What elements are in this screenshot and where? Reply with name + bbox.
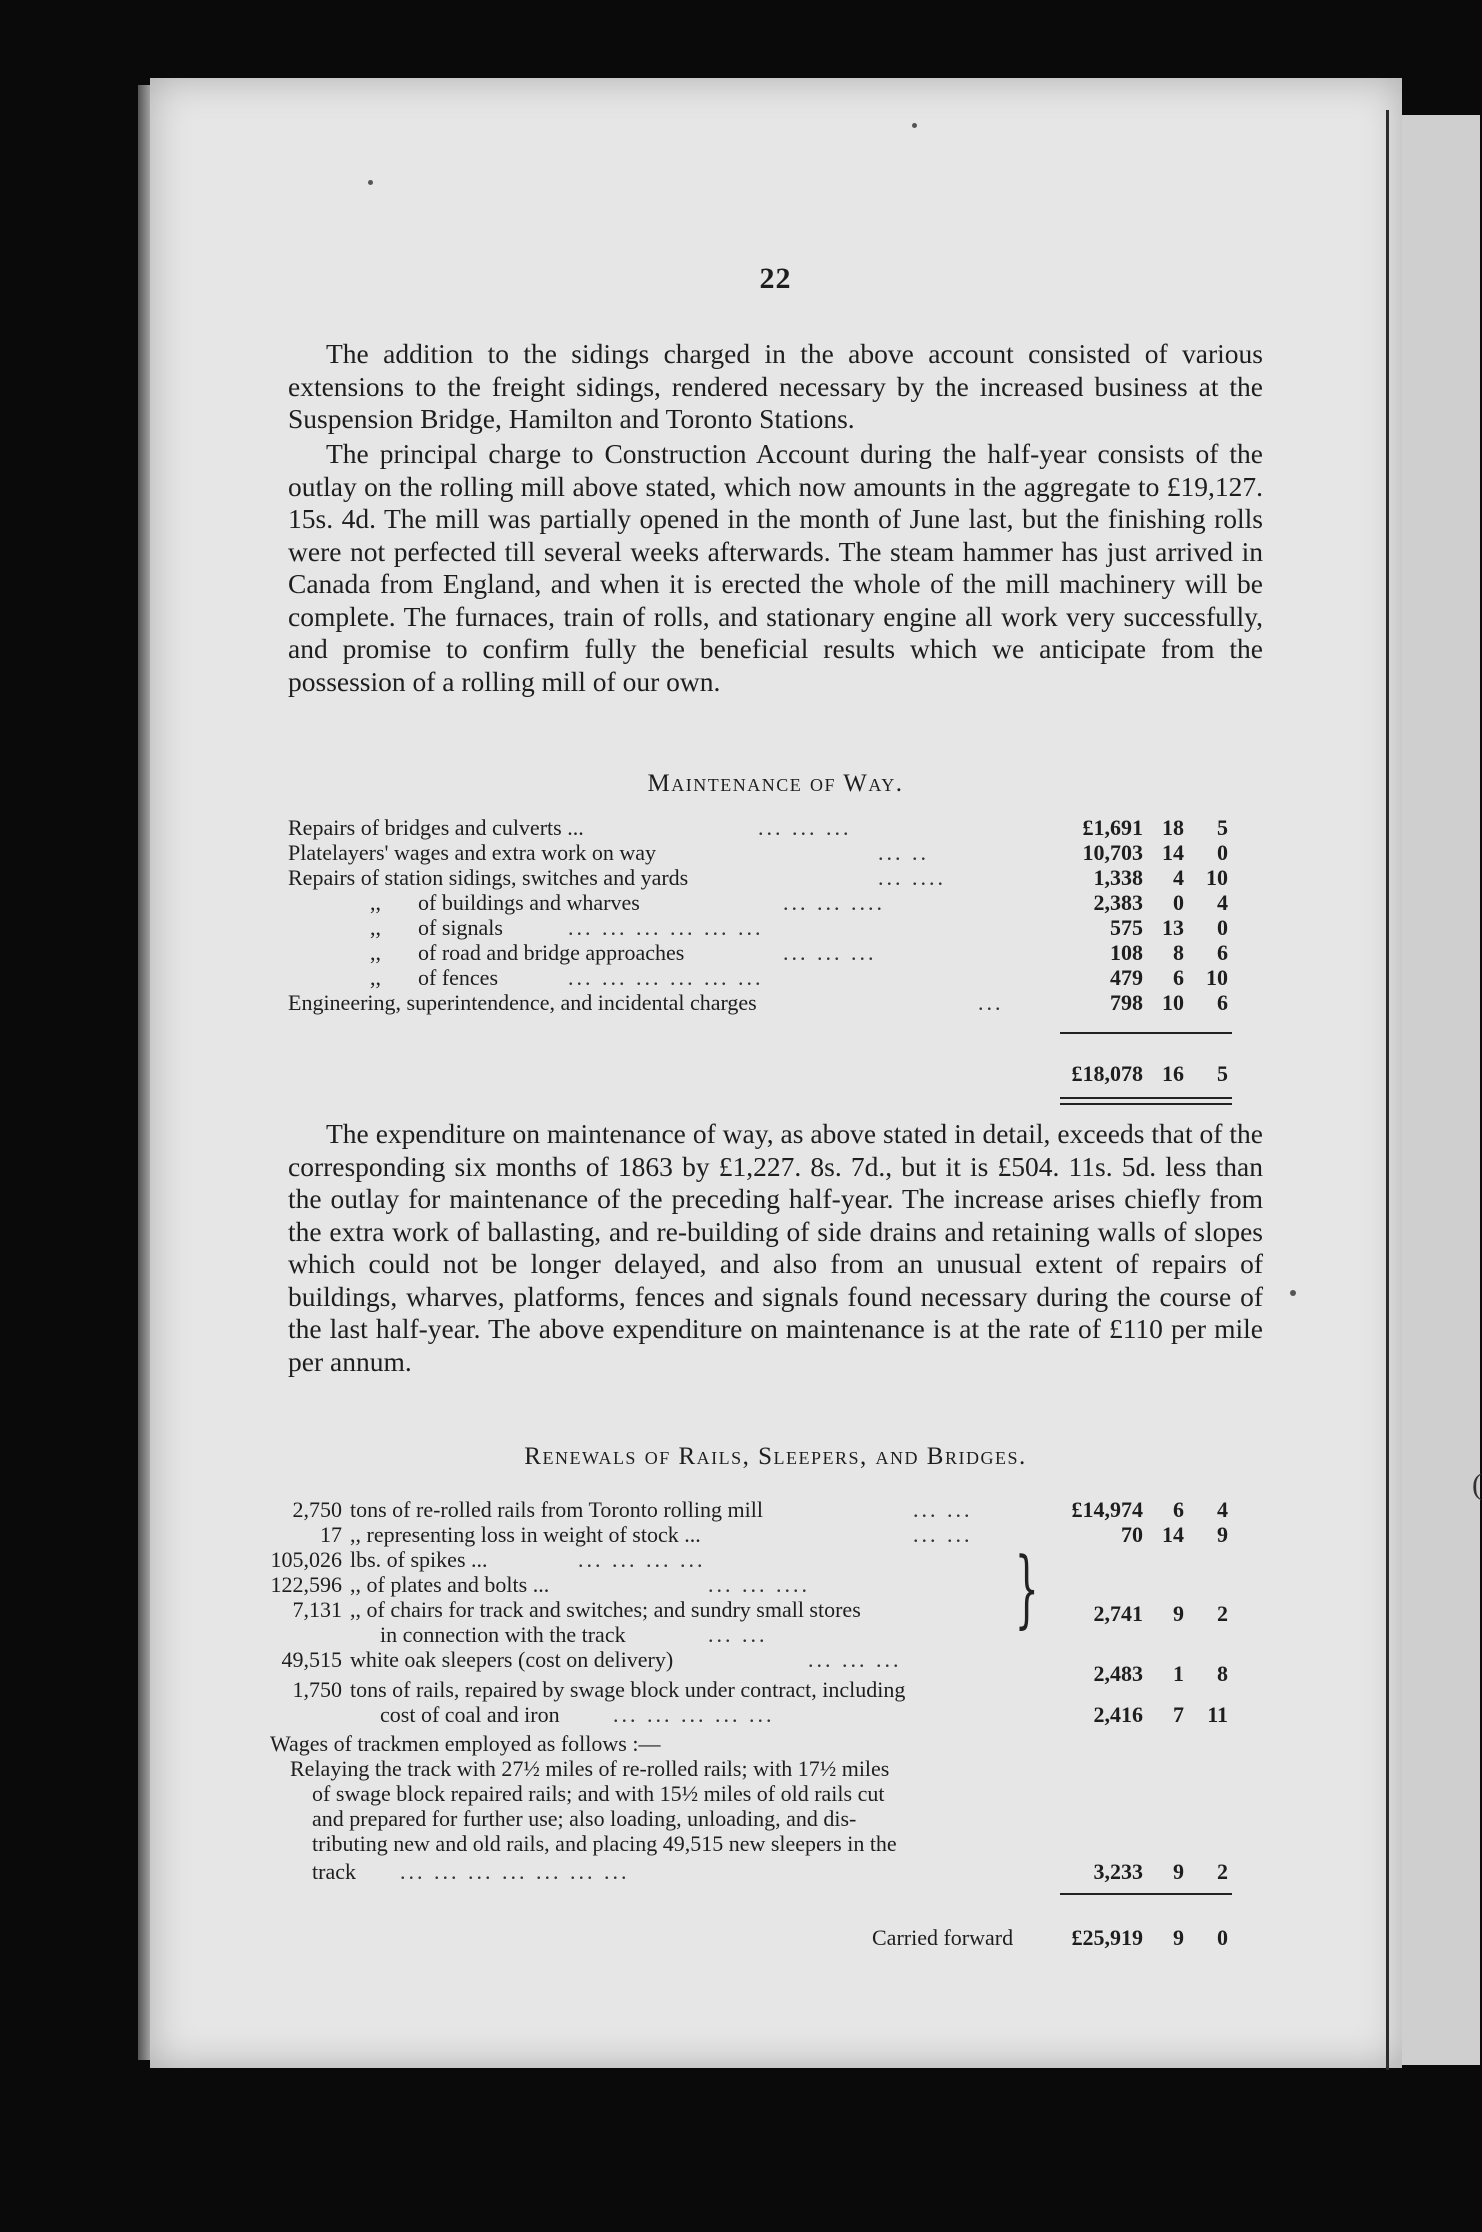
renewals-row	[270, 1572, 1268, 1597]
renewals-row	[288, 1623, 1268, 1647]
row-label: tons of re-rolled rails from Toronto rolling mill	[350, 1497, 763, 1522]
wages-line	[288, 1757, 1268, 1781]
row-label: ,, of plates and bolts ...	[350, 1572, 550, 1597]
amount-pounds: 575	[1110, 915, 1143, 940]
amount-pence: 0	[1217, 1925, 1228, 1950]
leader-dots: ... ... ...	[758, 815, 852, 840]
amount-shillings: 14	[1162, 840, 1184, 865]
amount-pence: 10	[1206, 965, 1228, 990]
amount-pounds: £25,919	[1071, 1925, 1143, 1950]
speck	[912, 123, 917, 128]
amount-pounds: 2,483	[1093, 1661, 1143, 1686]
row-quantity: 17	[320, 1522, 342, 1547]
row-quantity: 122,596	[270, 1572, 342, 1597]
row-label: Repairs of bridges and culverts ...	[288, 815, 584, 840]
row-quantity: 7,131	[292, 1597, 342, 1622]
renewals-row	[288, 1498, 1268, 1522]
maintenance-row	[288, 991, 1268, 1015]
leader-dots: ... ...	[708, 1622, 768, 1647]
wages-text: tributing new and old rails, and placing 49,515 new sleepers in the	[312, 1831, 897, 1856]
row-quantity: 2,750	[292, 1497, 342, 1522]
amount-shillings: 7	[1173, 1702, 1184, 1727]
leader-dots: ... ..	[878, 840, 929, 865]
amount-shillings: 6	[1173, 1497, 1184, 1522]
total-pounds: £18,078	[1071, 1061, 1143, 1086]
leader-dots: ... ...	[913, 1522, 973, 1547]
amount-pence: 0	[1217, 840, 1228, 865]
leader-dots: ... ...	[913, 1497, 973, 1522]
row-label: ,, of chairs for track and switches; and sundry small stores	[350, 1597, 861, 1622]
amount-shillings: 10	[1162, 990, 1184, 1015]
row-label: tons of rails, repaired by swage block under contract, including	[350, 1677, 906, 1702]
leader-dots: ... ... ....	[783, 890, 885, 915]
amount-shillings: 13	[1162, 915, 1184, 940]
amount-shillings: 6	[1173, 965, 1184, 990]
gutter-line	[1386, 110, 1389, 2070]
renewals-row	[270, 1547, 1268, 1572]
amount-pence: 4	[1217, 1497, 1228, 1522]
amount-pence: 9	[1217, 1522, 1228, 1547]
row-label: cost of coal and iron	[380, 1702, 560, 1727]
maintenance-total-row	[288, 1062, 1268, 1086]
wages-line	[288, 1807, 1268, 1831]
heading-maintenance-of-way: Maintenance of Way.	[647, 770, 904, 797]
renewals-row	[288, 1678, 1268, 1702]
amount-shillings: 9	[1173, 1601, 1184, 1626]
wages-text: and prepared for further use; also loading, unloading, and dis-	[312, 1806, 857, 1831]
amount-shillings: 18	[1162, 815, 1184, 840]
row-label: of road and bridge approaches	[418, 940, 685, 965]
total-shillings: 16	[1162, 1061, 1184, 1086]
maintenance-row	[288, 841, 1268, 865]
leader-dots: ... ... ... ... ... ... ...	[400, 1859, 630, 1884]
leader-dots: ... ... ... ... ... ...	[568, 965, 764, 990]
adjacent-page-mark: (	[1472, 1468, 1482, 1501]
amount-pence: 2	[1217, 1601, 1228, 1626]
maintenance-row	[288, 816, 1268, 840]
maintenance-row	[288, 891, 1268, 915]
row-label: Platelayers' wages and extra work on way	[288, 840, 657, 865]
wages-line	[288, 1832, 1268, 1856]
amount-pounds: 798	[1110, 990, 1143, 1015]
ditto-mark: ,,	[370, 965, 381, 990]
amount-pounds: 108	[1110, 940, 1143, 965]
wages-heading-row	[270, 1731, 1268, 1756]
row-quantity: 1,750	[292, 1677, 342, 1702]
row-label: Engineering, superintendence, and incidental charges	[288, 990, 757, 1015]
amount-pounds: 2,416	[1093, 1702, 1143, 1727]
ditto-mark: ,,	[370, 890, 381, 915]
renewals-row	[288, 1703, 1268, 1727]
sum-rule	[1060, 1032, 1232, 1034]
paragraph-expenditure: The expenditure on maintenance of way, as above stated in detail, exceeds that of the corresponding six months of 1863 by £1,227. 8s. 7d., but it is £504. 11s. 5d. less than the outlay for maintenance of the preceding half-year. The increase arises chiefly from the extra work of ballasting, and re-building of side drains and retaining walls of slopes which could not be longer delayed, and also from an unusual extent of repairs of buildings, wharves, platforms, fences and signals found necessary during the course of the last half-year. The above expenditure on maintenance is at the rate of £110 per mile per annum.	[288, 1118, 1263, 1377]
amount-pence: 5	[1217, 815, 1228, 840]
wages-text: Relaying the track with 27½ miles of re-rolled rails; with 17½ miles	[290, 1756, 890, 1781]
amount-pence: 11	[1207, 1702, 1228, 1727]
amount-shillings: 4	[1173, 865, 1184, 890]
leader-dots: ... ... ...	[783, 940, 877, 965]
total-double-rule	[1060, 1103, 1232, 1105]
ditto-mark: ,,	[370, 915, 381, 940]
wages-line	[288, 1782, 1268, 1806]
leader-dots: ...	[978, 990, 1004, 1015]
carried-forward-row	[288, 1926, 1268, 1950]
leader-dots: ... ....	[878, 865, 946, 890]
amount-shillings: 9	[1173, 1925, 1184, 1950]
leader-dots: ... ... ...	[808, 1647, 902, 1672]
row-quantity: 49,515	[281, 1647, 342, 1672]
page-number: 22	[759, 262, 792, 295]
paragraph-construction: The principal charge to Construction Account during the half-year consists of the outlay on the rolling mill above stated, which now amounts in the aggregate to £19,127. 15s. 4d. The mill was partially opened in the month of June last, but the finishing rolls were not perfected till several weeks afterwards. The steam hammer has just arrived in Canada from England, and when it is erected the whole of the mill machinery will be complete. The furnaces, train of rolls, and stationary engine all work very successfully, and promise to confirm fully the beneficial results which we anticipate from the possession of a rolling mill of our own.	[288, 438, 1263, 697]
maintenance-row	[288, 966, 1268, 990]
amount-pence: 10	[1206, 865, 1228, 890]
amount-shillings: 14	[1162, 1522, 1184, 1547]
amount-pounds: 10,703	[1082, 840, 1143, 865]
amount-pence: 2	[1217, 1859, 1228, 1884]
row-label: of signals	[418, 915, 503, 940]
sum-rule	[1060, 1893, 1232, 1895]
paragraph-sidings: The addition to the sidings charged in the above account consisted of various extensions to the freight sidings, rendered necessary by the increased business at the Suspension Bridge, Hamilton and Toronto Stations.	[288, 338, 1263, 434]
amount-pounds: 2,741	[1093, 1601, 1143, 1626]
carried-forward-label: Carried forward	[872, 1925, 1014, 1950]
leader-dots: ... ... ... ... ...	[613, 1702, 775, 1727]
maintenance-row	[288, 941, 1268, 965]
amount-shillings: 9	[1173, 1859, 1184, 1884]
renewals-row	[281, 1647, 1268, 1686]
row-label: lbs. of spikes ...	[350, 1547, 488, 1572]
wages-line	[288, 1860, 1268, 1884]
amount-shillings: 0	[1173, 890, 1184, 915]
amount-pounds: 70	[1121, 1522, 1143, 1547]
total-double-rule	[1060, 1097, 1232, 1099]
speck	[368, 180, 373, 185]
brace: }	[1014, 1539, 1039, 1637]
speck	[1290, 1290, 1296, 1296]
amount-pounds: 3,233	[1093, 1859, 1143, 1884]
maintenance-row	[288, 916, 1268, 940]
amount-pence: 6	[1217, 940, 1228, 965]
ditto-mark: ,,	[370, 940, 381, 965]
heading-renewals: Renewals of Rails, Sleepers, and Bridges.	[524, 1443, 1027, 1470]
renewals-row	[288, 1523, 1268, 1547]
amount-pence: 6	[1217, 990, 1228, 1015]
maintenance-row	[288, 866, 1268, 890]
leader-dots: ... ... ....	[708, 1572, 810, 1597]
row-quantity: 105,026	[270, 1547, 342, 1572]
row-label: ,, representing loss in weight of stock ...	[350, 1522, 701, 1547]
row-label: of fences	[418, 965, 499, 990]
amount-pounds: £14,974	[1071, 1497, 1143, 1522]
row-label: in connection with the track	[380, 1622, 626, 1647]
amount-pence: 0	[1217, 915, 1228, 940]
adjacent-page-strip	[1402, 115, 1480, 2065]
leader-dots: ... ... ... ... ... ...	[568, 915, 764, 940]
amount-shillings: 8	[1173, 940, 1184, 965]
row-label: white oak sleepers (cost on delivery)	[350, 1647, 674, 1672]
amount-pence: 8	[1217, 1661, 1228, 1686]
wages-text: of swage block repaired rails; and with 15½ miles of old rails cut	[312, 1781, 885, 1806]
amount-pounds: 2,383	[1093, 890, 1143, 915]
row-label: Repairs of station sidings, switches and yards	[288, 865, 689, 890]
amount-pounds: £1,691	[1082, 815, 1143, 840]
amount-pounds: 1,338	[1093, 865, 1143, 890]
total-pence: 5	[1217, 1061, 1228, 1086]
amount-shillings: 1	[1173, 1661, 1184, 1686]
wages-heading: Wages of trackmen employed as follows :—	[270, 1731, 661, 1756]
wages-text: track	[312, 1859, 356, 1884]
amount-pence: 4	[1217, 890, 1228, 915]
amount-pounds: 479	[1110, 965, 1143, 990]
row-label: of buildings and wharves	[418, 890, 640, 915]
leader-dots: ... ... ... ...	[578, 1547, 706, 1572]
renewals-row	[288, 1597, 1268, 1626]
